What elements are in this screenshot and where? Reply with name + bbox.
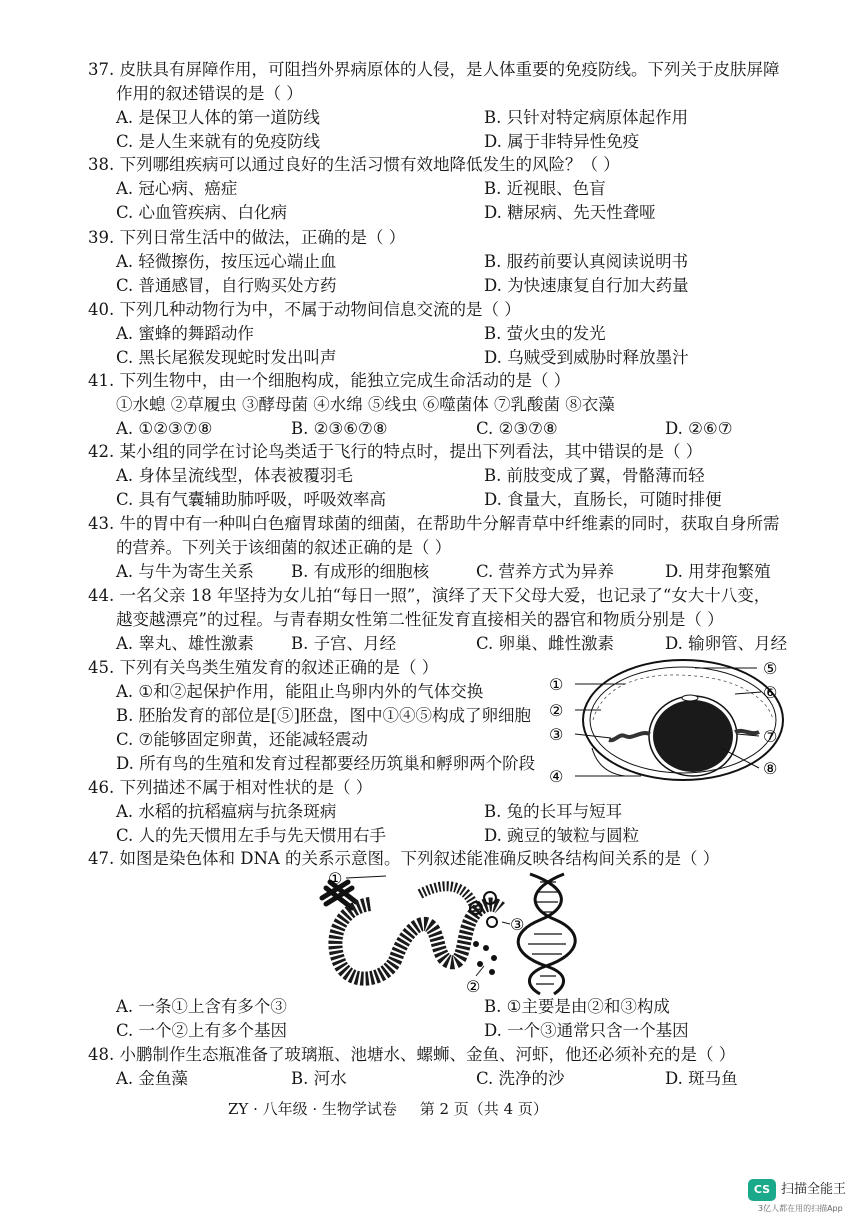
- option-d: D. 用芽孢繁殖: [665, 562, 771, 581]
- yolk: [653, 700, 733, 772]
- footer-page-number: 第 2 页（共 4 页）: [419, 1100, 548, 1118]
- option-a: A. 蜜蜂的舞蹈动作: [116, 324, 254, 343]
- label-6: ⑥: [763, 683, 778, 702]
- footer-exam-title: ZY · 八年级 · 生物学试卷: [228, 1100, 397, 1118]
- question-48: [88, 1043, 818, 1091]
- chalaza-right: [735, 731, 759, 733]
- option-b: B. 子宫、月经: [291, 634, 397, 653]
- leader-8: [721, 748, 759, 768]
- option-b: B. 前肢变成了翼，骨骼薄而轻: [484, 466, 705, 485]
- question-39: [88, 226, 818, 298]
- label-7: ⑦: [763, 727, 778, 746]
- histone-bead: [487, 917, 497, 927]
- scanner-app-name: 扫描全能王: [781, 1182, 847, 1197]
- germinal-disc: [682, 695, 698, 701]
- scanner-watermark: [748, 1179, 860, 1219]
- option-c: C. 具有气囊辅助肺呼吸，呼吸效率高: [116, 490, 387, 509]
- option-a: A. 睾丸、雄性激素: [116, 634, 254, 653]
- question-stem: 38. 下列哪组疾病可以通过良好的生活习惯有效地降低发生的风险？（ ）: [88, 155, 620, 174]
- option-d: D. 斑马鱼: [665, 1069, 738, 1088]
- option-d: D. ②⑥⑦: [665, 419, 733, 438]
- stem-line-1: 37. 皮肤具有屏障作用，可阻挡外界病原体的人侵，是人体重要的免疫防线。下列关于皮肤屏障: [88, 60, 780, 79]
- stem-line-2: 越变越漂亮”的过程。与青春期女性第二性征发育直接相关的器官和物质分别是（ ）: [116, 610, 724, 629]
- option-b: B. 有成形的细胞核: [291, 562, 430, 581]
- option-b: B. 萤火虫的发光: [484, 324, 606, 343]
- label-2: ②: [466, 977, 481, 996]
- protein-dot: [489, 969, 495, 975]
- scanner-tagline: 3亿人都在用的扫描App: [758, 1204, 843, 1213]
- leader-1: [346, 876, 386, 878]
- option-a: A. 与牛为寄生关系: [116, 562, 254, 581]
- option-a: A. 一条①上含有多个③: [116, 997, 287, 1016]
- option-c: C. 卵巢、雌性激素: [476, 634, 615, 653]
- question-stem: 40. 下列几种动物行为中，不属于动物间信息交流的是（ ）: [88, 300, 521, 319]
- option-d: D. 所有鸟的生殖和发育过程都要经历筑巢和孵卵两个阶段: [116, 754, 536, 773]
- stem-line-1: 43. 牛的胃中有一种叫白色瘤胃球菌的细菌，在帮助牛分解青草中纤维素的同时，获取自身所需: [88, 514, 780, 533]
- chalaza-left: [609, 733, 650, 740]
- bird-egg-diagram: [545, 658, 790, 788]
- option-c: C. 人的先天惯用左手与先天惯用右手: [116, 826, 387, 845]
- option-c: C. 一个②上有多个基因: [116, 1021, 288, 1040]
- question-46: [88, 776, 818, 848]
- option-b: B. ①主要是由②和③构成: [484, 997, 670, 1016]
- label-1: ①: [549, 675, 564, 694]
- protein-dot: [473, 941, 479, 947]
- leader-6: [735, 692, 761, 694]
- protein-dot: [477, 961, 483, 967]
- question-43: [88, 512, 818, 584]
- option-b: B. 河水: [291, 1069, 347, 1088]
- leader-3: [575, 734, 611, 738]
- option-a: A. 身体呈流线型，体表被覆羽毛: [116, 466, 353, 485]
- option-a: A. ①和②起保护作用，能阻止鸟卵内外的气体交换: [116, 682, 484, 701]
- question-41: [88, 369, 818, 441]
- option-d: D. 食量大，直肠长，可随时排便: [484, 490, 722, 509]
- option-d: D. 乌贼受到威胁时释放墨汁: [484, 348, 689, 367]
- option-d: D. 为快速康复自行加大药量: [484, 276, 689, 295]
- option-b: B. 胚胎发育的部位是[⑤]胚盘，图中①④⑤构成了卵细胞: [116, 706, 531, 725]
- protein-dot: [491, 955, 497, 961]
- stem-line-1: 41. 下列生物中，由一个细胞构成，能独立完成生命活动的是（ ）: [88, 371, 571, 390]
- question-stem: [88, 512, 818, 560]
- option-b: B. 服药前要认真阅读说明书: [484, 252, 689, 271]
- option-c: C. 黑长尾猴发现蛇时发出叫声: [116, 348, 337, 367]
- option-b: B. 近视眼、色盲: [484, 179, 606, 198]
- question-stem: [88, 58, 818, 106]
- option-c: C. 普通感冒，自行购买处方药: [116, 276, 337, 295]
- stem-line-2: 的营养。下列关于该细菌的叙述正确的是（ ）: [116, 538, 452, 557]
- label-2: ②: [549, 701, 564, 720]
- protein-dot: [483, 945, 489, 951]
- question-stem: 39. 下列日常生活中的做法，正确的是（ ）: [88, 228, 406, 247]
- question-stem: 42. 某小组的同学在讨论鸟类适于飞行的特点时，提出下列看法，其中错误的是（ ）: [88, 442, 703, 461]
- question-stem: [88, 369, 818, 417]
- question-37: [88, 58, 818, 154]
- option-a: A. 是保卫人体的第一道防线: [116, 108, 320, 127]
- question-stem: 48. 小鹏制作生态瓶准备了玻璃瓶、池塘水、螺蛳、金鱼、河虾，他还必须补充的是（ ）: [88, 1045, 736, 1064]
- label-4: ④: [549, 767, 564, 786]
- question-44: [88, 584, 818, 656]
- question-stem: [88, 584, 818, 632]
- label-8: ⑧: [763, 759, 778, 778]
- chromosome-dna-diagram: [300, 868, 600, 998]
- option-d: D. 豌豆的皱粒与圆粒: [484, 826, 640, 845]
- label-5: ⑤: [763, 659, 778, 678]
- option-a: A. 水稻的抗稻瘟病与抗条斑病: [116, 802, 337, 821]
- question-40: [88, 298, 818, 370]
- page-footer: [228, 1097, 566, 1121]
- question-47-options: [88, 995, 818, 1043]
- question-38: [88, 153, 818, 225]
- label-3: ③: [549, 725, 564, 744]
- option-d: D. 糖尿病、先天性聋哑: [484, 203, 656, 222]
- question-stem: 47. 如图是染色体和 DNA 的关系示意图。下列叙述能准确反映各结构间关系的是（ ）: [88, 849, 720, 868]
- option-d: D. 一个③通常只含一个基因: [484, 1021, 689, 1040]
- option-b: B. ②③⑥⑦⑧: [291, 419, 388, 438]
- option-a: A. 轻微擦伤，按压远心端止血: [116, 252, 337, 271]
- label-1: ①: [328, 869, 343, 888]
- option-c: C. 是人生来就有的免疫防线: [116, 132, 321, 151]
- stem-line-1: 44. 一名父亲 18 年坚持为女儿拍“每日一照”，演绎了天下父母大爱，也记录了“女大十八变，: [88, 586, 771, 605]
- option-d: D. 属于非特异性免疫: [484, 132, 640, 151]
- label-3: ③: [510, 915, 525, 934]
- stem-line-2: 作用的叙述错误的是（ ）: [116, 84, 303, 103]
- option-c: C. 心血管疾病、白化病: [116, 203, 288, 222]
- option-a: A. ①②③⑦⑧: [116, 419, 213, 438]
- option-b: B. 只针对特定病原体起作用: [484, 108, 689, 127]
- option-c: C. 洗净的沙: [476, 1069, 565, 1088]
- option-b: B. 兔的长耳与短耳: [484, 802, 623, 821]
- question-42: [88, 440, 818, 512]
- question-stem: 45. 下列有关鸟类生殖发育的叙述正确的是（ ）: [88, 658, 439, 677]
- option-c: C. ②③⑦⑧: [476, 419, 558, 438]
- option-c: C. ⑦能够固定卵黄，还能减轻震动: [116, 730, 368, 749]
- option-c: C. 营养方式为异养: [476, 562, 615, 581]
- option-a: A. 金鱼藻: [116, 1069, 188, 1088]
- option-d: D. 输卵管、月经: [665, 634, 788, 653]
- scanner-logo-icon: CS: [748, 1179, 776, 1201]
- question-45: [88, 656, 548, 776]
- chromatin-coil-inner: [420, 886, 476, 912]
- stem-line-2: ①水螅 ②草履虫 ③酵母菌 ④水绵 ⑤线虫 ⑥噬菌体 ⑦乳酸菌 ⑧衣藻: [116, 395, 615, 414]
- leader-2: [476, 966, 484, 976]
- leader-3: [502, 922, 510, 924]
- option-a: A. 冠心病、癌症: [116, 179, 238, 198]
- question-stem: 46. 下列描述不属于相对性状的是（ ）: [88, 778, 373, 797]
